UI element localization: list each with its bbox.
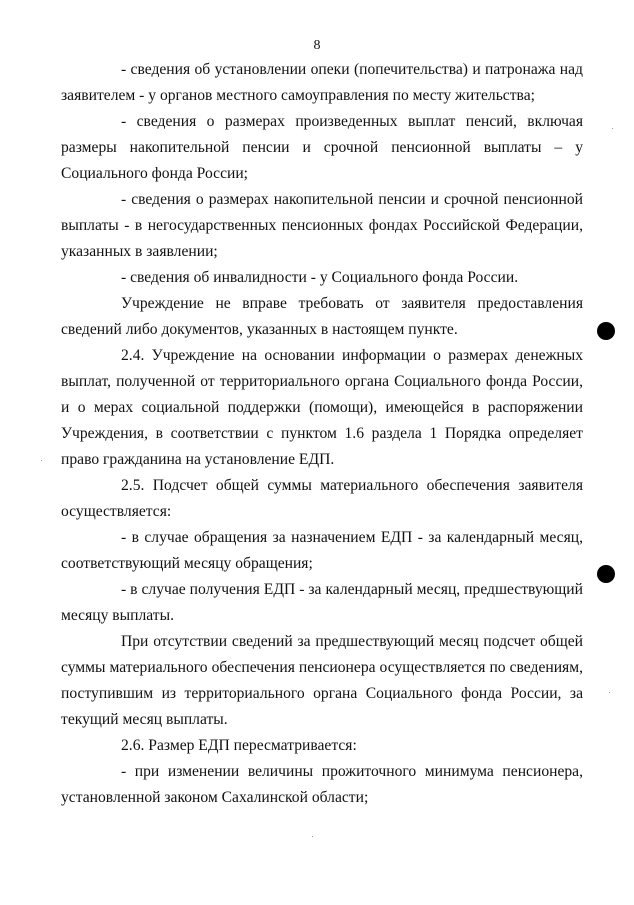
- paragraph-2-5-missing-data: При отсутствии сведений за предшествующий месяц подсчет общей суммы материального обеспечения пенсионера осуществляется по сведениям, поступившим из территориального органа Социального фонда России, за текущий месяц выплаты.: [61, 633, 583, 728]
- paragraph-2-5-receiving-case: - в случае получения ЕДП - за календарный месяц, предшествующий месяцу выплаты.: [61, 581, 583, 624]
- binder-hole-bottom: [597, 565, 615, 583]
- paragraph-guardianship-info: - сведения об установлении опеки (попечительства) и патронажа над заявителем - у органов местного самоуправления по месту жительства;: [61, 61, 583, 104]
- document-body: [61, 57, 583, 811]
- paragraph-pension-payments-info: - сведения о размерах произведенных выплат пенсий, включая размеры накопительной пенсии и срочной пенсионной выплаты – у Социального фонда России;: [61, 113, 583, 182]
- paragraph-2-5-application-case: - в случае обращения за назначением ЕДП - за календарный месяц, соответствующий месяцу обращения;: [61, 529, 583, 572]
- scan-speck: [609, 692, 610, 693]
- paragraph-funded-pension-info: - сведения о размерах накопительной пенсии и срочной пенсионной выплаты - в негосударственных пенсионных фондах Российской Федерации, указанных в заявлении;: [61, 191, 583, 260]
- scan-speck: [312, 836, 313, 837]
- paragraph-2-6: 2.6. Размер ЕДП пересматривается:: [121, 737, 357, 754]
- paragraph-2-4: 2.4. Учреждение на основании информации о размерах денежных выплат, полученной от территориального органа Социального фонда России, и о мерах социальной поддержки (помощи), имеющейся в распоряжении Учреждения, в соответствии с пунктом 1.6 раздела 1 Порядка определяет право гражданина на установление ЕДП.: [61, 347, 583, 468]
- paragraph-2-6-subsistence-change: - при изменении величины прожиточного минимума пенсионера, установленной законом Сахалинской области;: [61, 763, 583, 806]
- scan-speck: [41, 460, 42, 461]
- binder-hole-top: [597, 322, 615, 340]
- paragraph-no-request-rule: Учреждение не вправе требовать от заявителя предоставления сведений либо документов, указанных в настоящем пункте.: [61, 295, 583, 338]
- scan-speck: [612, 128, 613, 129]
- paragraph-disability-info: - сведения об инвалидности - у Социального фонда России.: [121, 269, 519, 286]
- paragraph-2-5: 2.5. Подсчет общей суммы материального обеспечения заявителя осуществляется:: [61, 477, 583, 520]
- page-number: 8: [313, 38, 321, 53]
